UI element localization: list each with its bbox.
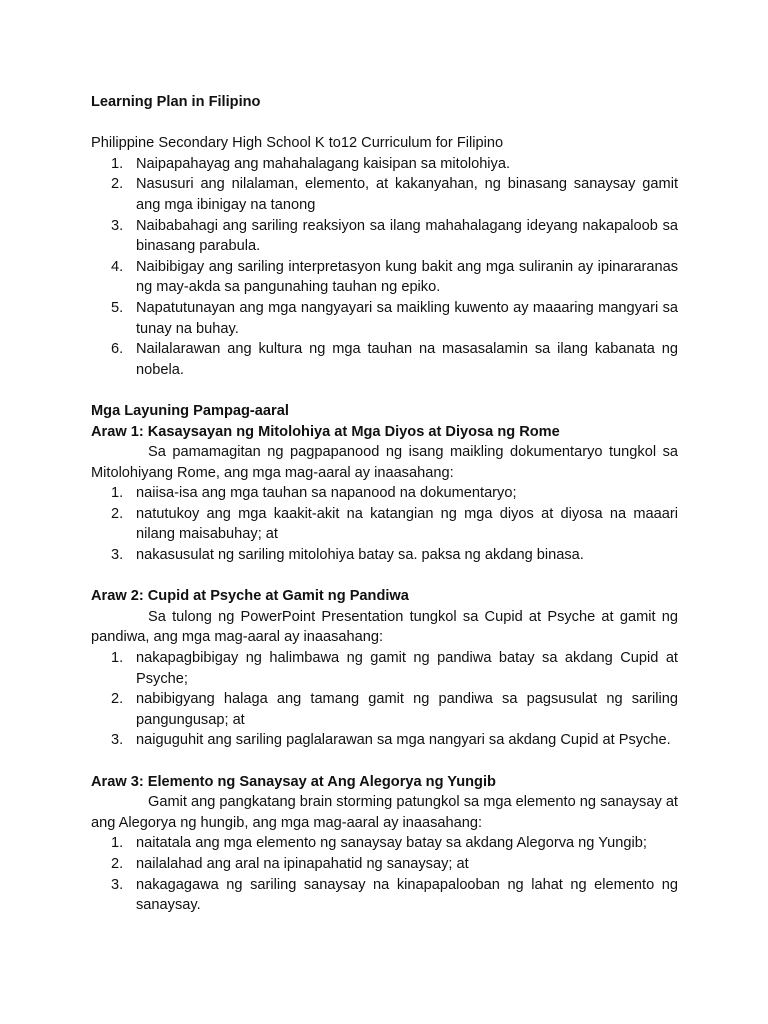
list-item: 3. Naibabahagi ang sariling reaksiyon sa ilang mahahalagang ideyang nakapaloob sa binasang parabula. — [111, 217, 678, 255]
day-1-title: Araw 1: Kasaysayan ng Mitolohiya at Mga Diyos at Diyosa ng Rome — [91, 423, 560, 440]
day-2-intro: Sa tulong ng PowerPoint Presentation tungkol sa Cupid at Psyche at gamit ng pandiwa, ang mga mag-aaral ay inaasahang: — [91, 608, 678, 646]
list-item: 3. nakasusulat ng sariling mitolohiya batay sa. paksa ng akdang binasa. — [111, 547, 584, 564]
list-item: 1. Naipapahayag ang mahahalagang kaisipan sa mitolohiya. — [111, 155, 511, 172]
list-item: 1. nakapagbibigay ng halimbawa ng gamit ng pandiwa batay sa akdang Cupid at Psyche; — [111, 650, 678, 687]
day-3-list — [91, 833, 678, 915]
day-2-title: Araw 2: Cupid at Psyche at Gamit ng Pandiwa — [91, 588, 409, 605]
list-item: 6. Nailalarawan ang kultura ng mga tauhan na masasalamin sa ilang kabanata ng nobela. — [111, 341, 678, 378]
list-item: 1. naitatala ang mga elemento ng sanaysay batay sa akdang Alegorva ng Yungib; — [111, 835, 647, 852]
list-item: 3. nakagagawa ng sariling sanaysay na kinapapalooban ng lahat ng elemento ng sanaysay. — [111, 876, 678, 914]
day-1-list — [91, 483, 678, 565]
day-2-section — [91, 586, 678, 751]
day-3-intro: Gamit ang pangkatang brain storming patungkol sa mga elemento ng sanaysay at ang Alegorya ng hungib, ang mga mag-aaral ay inaasahang: — [91, 794, 678, 831]
list-item: 2. nailalahad ang aral na ipinapahatid ng sanaysay; at — [111, 855, 469, 872]
list-item: 2. Nasusuri ang nilalaman, elemento, at kakanyahan, ng binasang sanaysay gamit ang mga ibinigay na tanong — [111, 176, 678, 213]
objectives-heading: Mga Layuning Pampag-aaral — [91, 402, 289, 419]
list-item: 3. naiguguhit ang sariling paglalarawan sa mga nangyari sa akdang Cupid at Psyche. — [111, 732, 671, 749]
day-1-intro: Sa pamamagitan ng pagpapanood ng isang maikling dokumentaryo tungkol sa Mitolohiyang Rome, ang mga mag-aaral ay inaasahang: — [91, 444, 678, 481]
day-3-title: Araw 3: Elemento ng Sanaysay at Ang Alegorya ng Yungib — [91, 773, 496, 790]
curriculum-heading: Philippine Secondary High School K to12 Curriculum for Filipino — [91, 135, 504, 152]
day-3-section — [91, 772, 678, 916]
list-item: 2. natutukoy ang mga kaakit-akit na katangian ng mga diyos at diyosa na maaari nilang maisabuhay; at — [111, 505, 678, 543]
curriculum-list — [91, 154, 678, 381]
list-item: 4. Naibibigay ang sariling interpretasyon kung bakit ang mga suliranin ay ipinararanas ng may-akda sa pangunahing tauhan ng epiko. — [111, 258, 678, 296]
day-2-list — [91, 648, 678, 751]
document-page — [91, 92, 678, 916]
list-item: 5. Napatutunayan ang mga nangyayari sa maikling kuwento ay maaaring mangyari sa tunay na buhay. — [111, 299, 678, 337]
list-item: 2. nabibigyang halaga ang tamang gamit ng pandiwa sa pagsusulat ng sariling pangungusap; at — [111, 691, 678, 728]
day-1-section — [91, 422, 678, 566]
document-title: Learning Plan in Filipino — [91, 94, 261, 110]
list-item: 1. naiisa-isa ang mga tauhan sa napanood na dokumentaryo; — [111, 485, 517, 502]
